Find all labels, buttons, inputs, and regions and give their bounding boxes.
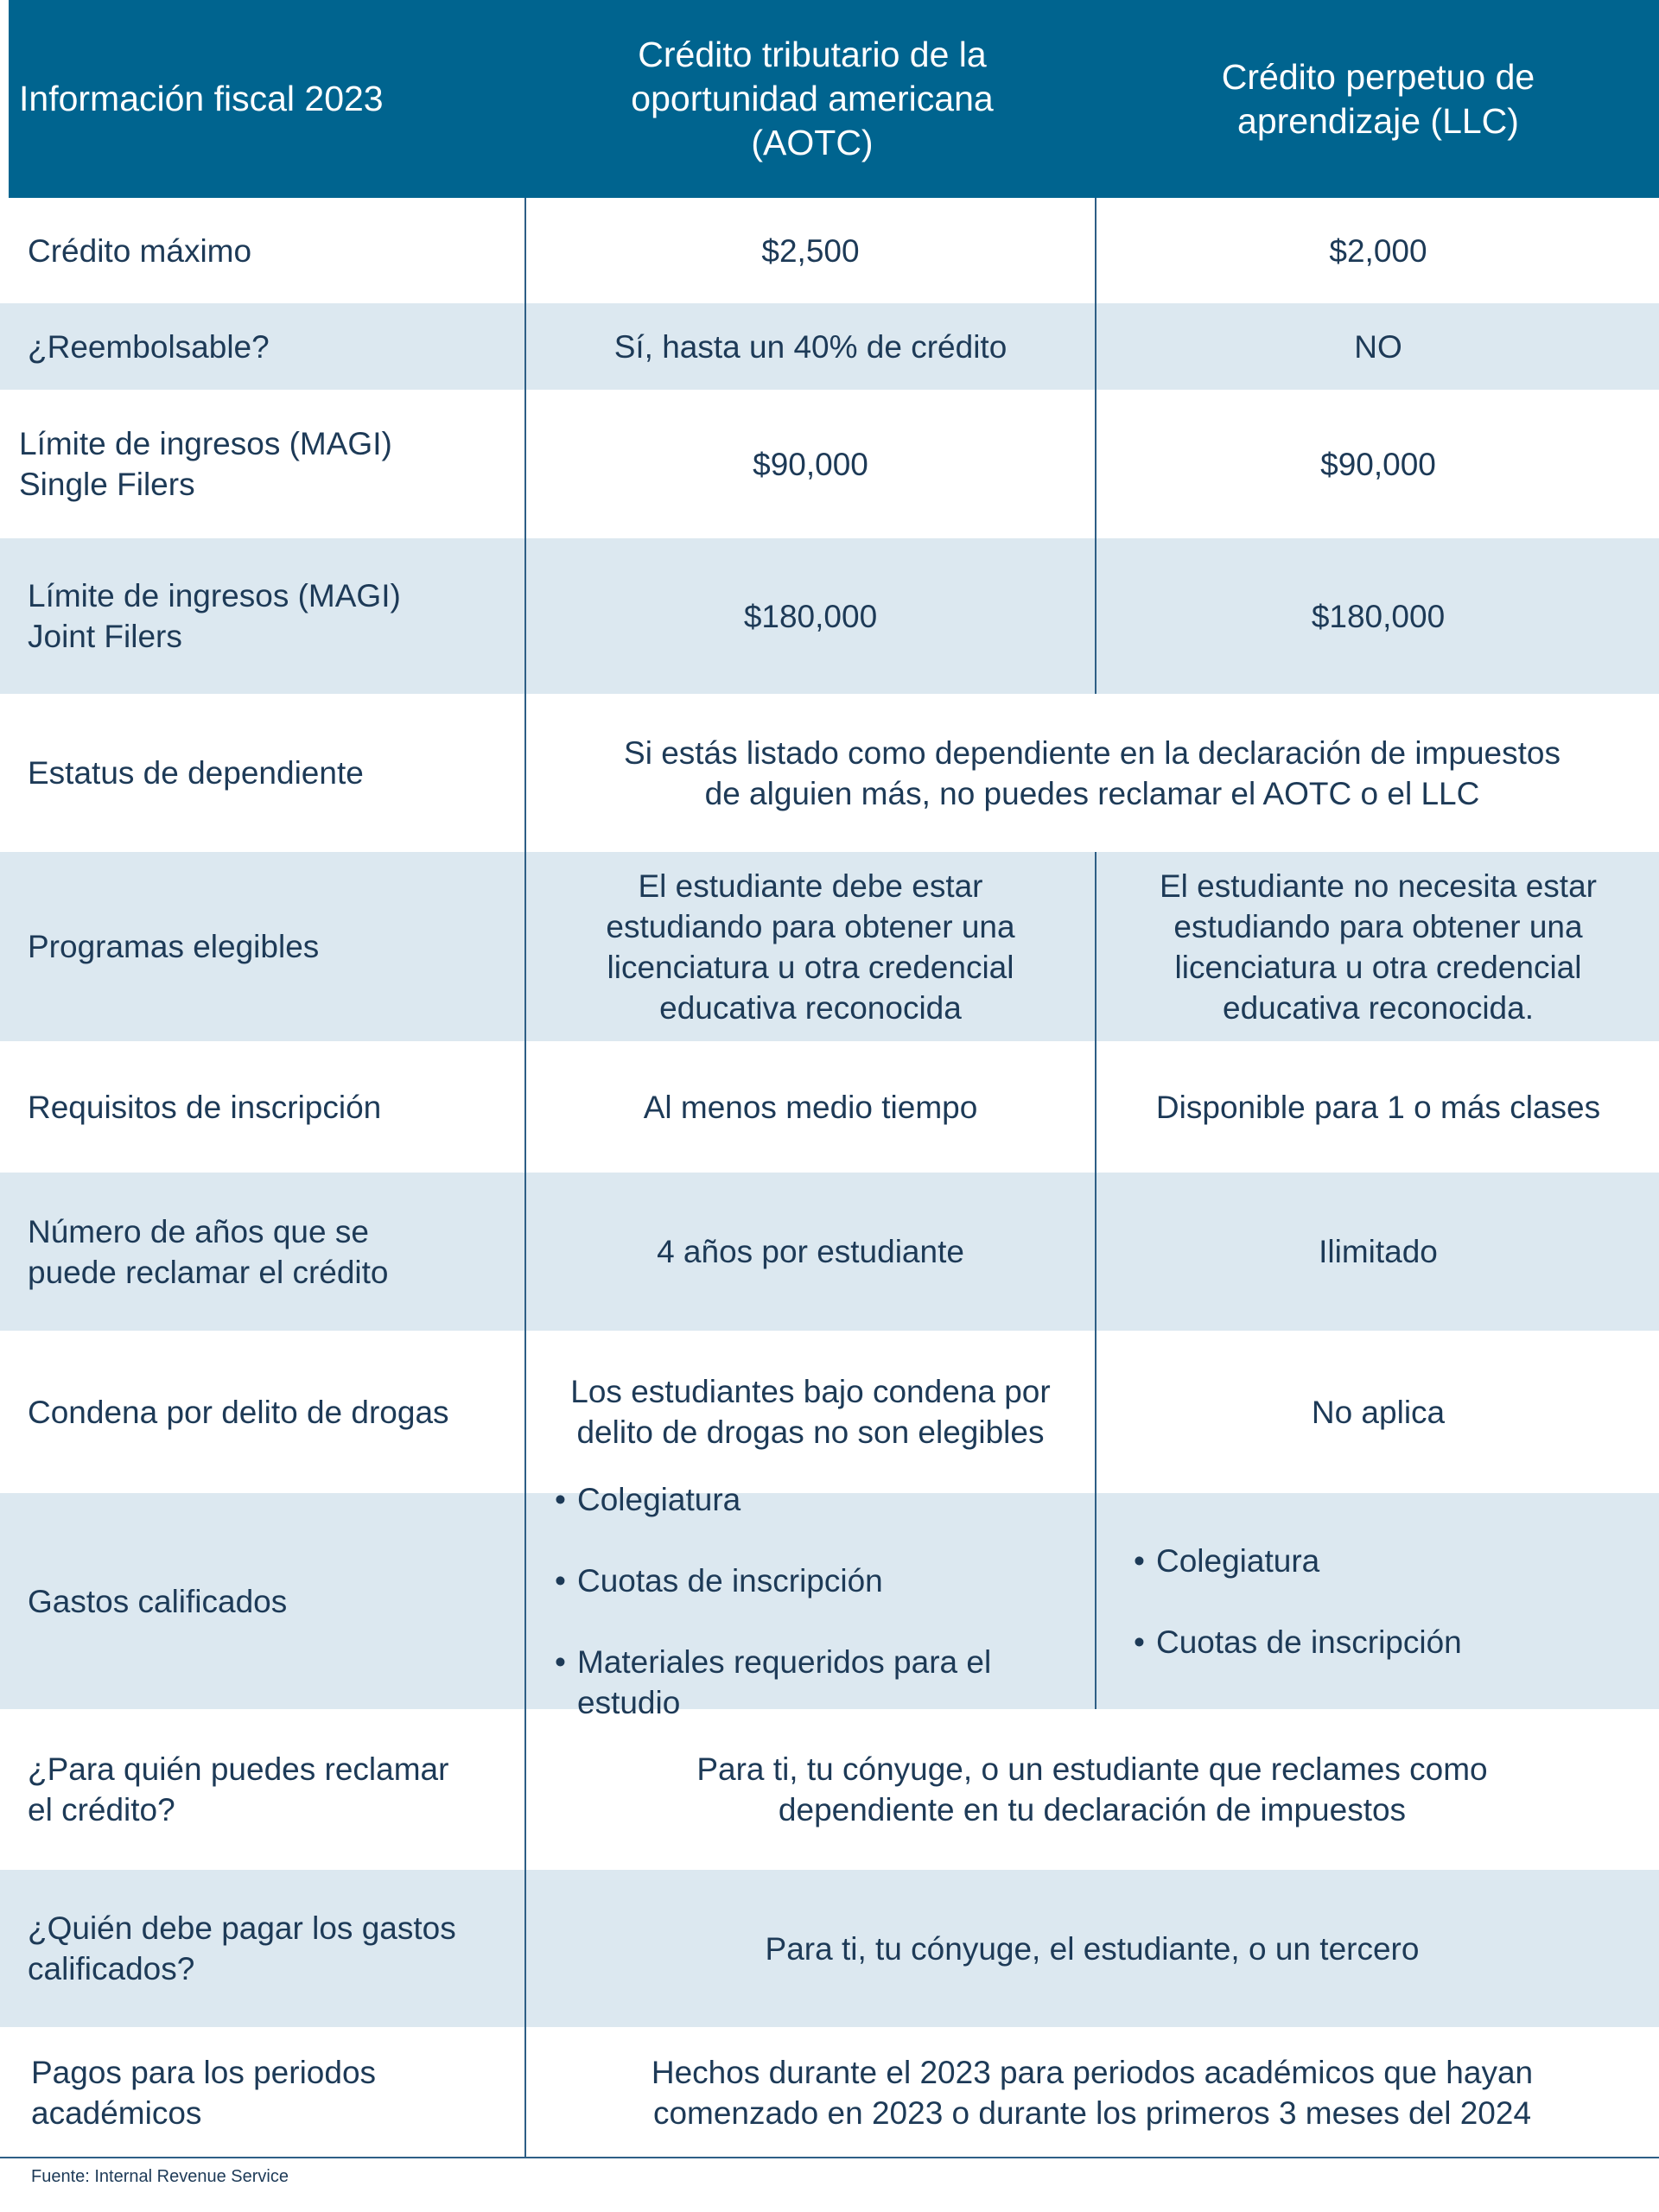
list-item: • Cuotas de inscripción	[1134, 1622, 1462, 1662]
row-label: Gastos calificados	[28, 1583, 288, 1619]
row-label: Límite de ingresos (MAGI) Single Filers	[19, 426, 392, 502]
shared-value: Si estás listado como dependiente en la declaración de impuestos de alguien más, no puedes reclamar el AOTC o el LLC	[624, 734, 1560, 811]
llc-expense-list	[1134, 1500, 1462, 1703]
llc-value: El estudiante no necesita estar estudiando para obtener una licenciatura u otra credencial educativa reconocida.	[1160, 868, 1597, 1026]
source-note: Fuente: Internal Revenue Service	[31, 2167, 289, 2186]
table-row	[0, 1173, 1659, 1331]
table-row	[0, 694, 1659, 852]
table-row	[0, 303, 1659, 390]
row-label: Pagos para los periodos académicos	[31, 2055, 377, 2131]
llc-value: $180,000	[1311, 598, 1446, 634]
list-item: • Materiales requeridos para el estudio	[555, 1642, 1073, 1723]
table-row	[0, 852, 1659, 1041]
llc-value: $90,000	[1320, 446, 1436, 482]
llc-value: Disponible para 1 o más clases	[1155, 1089, 1601, 1125]
header-info-fiscal: Información fiscal 2023	[19, 79, 384, 118]
list-item: • Colegiatura	[555, 1479, 1073, 1520]
table-row	[0, 1870, 1659, 2027]
table-row	[0, 1709, 1659, 1870]
header-llc: Crédito perpetuo de aprendizaje (LLC)	[1221, 56, 1535, 141]
llc-value: $2,000	[1329, 232, 1427, 269]
list-item: • Cuotas de inscripción	[555, 1560, 1073, 1601]
row-label: Requisitos de inscripción	[28, 1089, 382, 1125]
aotc-value: $2,500	[761, 232, 860, 269]
list-item: • Colegiatura	[1134, 1541, 1462, 1581]
row-label: Límite de ingresos (MAGI) Joint Filers	[28, 578, 401, 654]
table-row	[0, 2027, 1659, 2158]
shared-value: Para ti, tu cónyuge, o un estudiante que reclames como dependiente en tu declaración de impuestos	[696, 1751, 1488, 1827]
aotc-value: $180,000	[743, 598, 878, 634]
table-row	[0, 538, 1659, 694]
row-label: ¿Reembolsable?	[28, 328, 270, 365]
header-aotc: Crédito tributario de la oportunidad americana (AOTC)	[631, 35, 994, 162]
llc-value: No aplica	[1311, 1394, 1446, 1430]
table-header	[9, 0, 1659, 198]
llc-value: NO	[1354, 328, 1402, 365]
column-divider-right	[1095, 198, 1096, 694]
aotc-value: Al menos medio tiempo	[643, 1089, 978, 1125]
row-label: Crédito máximo	[28, 232, 252, 269]
row-label: Estatus de dependiente	[28, 755, 364, 791]
llc-value: Ilimitado	[1319, 1234, 1438, 1269]
row-label: ¿Quién debe pagar los gastos calificados?	[28, 1910, 456, 1986]
aotc-expenses	[525, 1482, 1073, 1720]
aotc-value: $90,000	[753, 446, 868, 482]
aotc-value: Los estudiantes bajo condena por delito de drogas no son elegibles	[570, 1374, 1051, 1450]
row-label: Condena por delito de drogas	[28, 1394, 449, 1430]
column-divider-left	[524, 198, 526, 2158]
table-row	[0, 1041, 1659, 1173]
row-label: Número de años que se puede reclamar el crédito	[28, 1213, 389, 1290]
aotc-value: Sí, hasta un 40% de crédito	[613, 328, 1007, 365]
aotc-value: 4 años por estudiante	[657, 1234, 964, 1269]
table-bottom-divider	[0, 2157, 1659, 2158]
table-row	[0, 390, 1659, 538]
shared-value: Hechos durante el 2023 para periodos académicos que hayan comenzado en 2023 o durante los primeros 3 meses del 2024	[651, 2055, 1534, 2131]
table-row	[0, 1482, 1659, 1720]
llc-expenses	[1097, 1493, 1652, 1709]
aotc-value: El estudiante debe estar estudiando para obtener una licenciatura u otra credencial educativa reconocida	[606, 868, 1015, 1026]
row-label: ¿Para quién puedes reclamar el crédito?	[28, 1751, 449, 1827]
shared-value: Para ti, tu cónyuge, el estudiante, o un tercero	[765, 1930, 1420, 1967]
row-label: Programas elegibles	[28, 929, 320, 964]
table-row	[0, 198, 1659, 303]
column-divider-right	[1095, 852, 1096, 1709]
